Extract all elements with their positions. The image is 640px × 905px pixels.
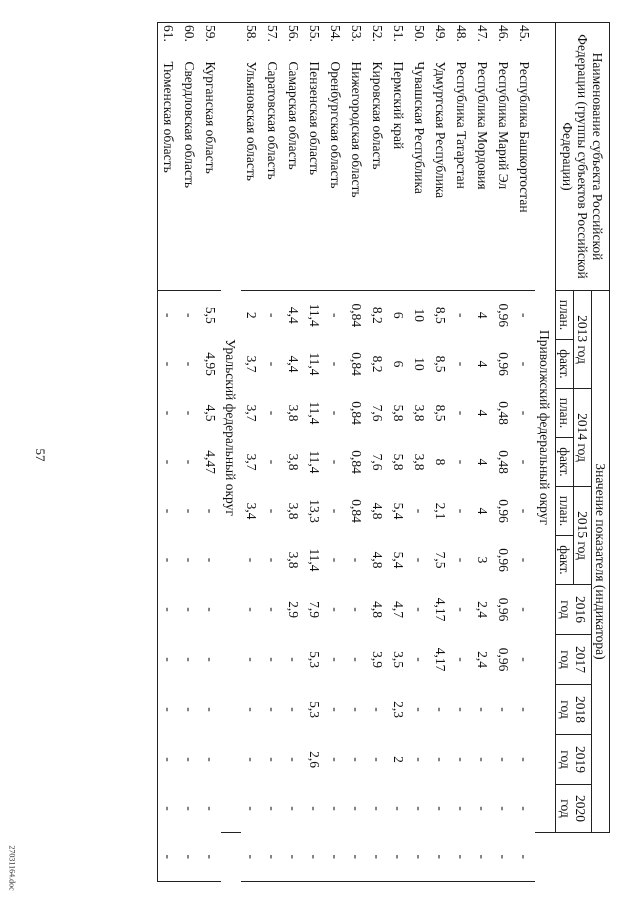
section-row: [535, 23, 556, 882]
value-cell: -: [264, 459, 280, 465]
section-title: Приволжский федеральный округ: [535, 23, 556, 833]
value-cell: -: [453, 410, 469, 416]
value-cell: -: [516, 410, 532, 416]
row-number: 55.: [304, 23, 325, 59]
value-cell: 4,17: [432, 597, 448, 622]
value-cell: -: [264, 508, 280, 514]
value-cell: 4,4: [285, 306, 301, 324]
value-cell: -: [327, 707, 343, 712]
value-cell: -: [243, 557, 259, 563]
value-cell: 2,6: [306, 751, 322, 768]
value-cell: 4,17: [432, 647, 448, 672]
value-cell: -: [283, 833, 304, 882]
value-cell: -: [202, 607, 218, 612]
value-cell: -: [346, 833, 367, 882]
value-cell: 3,5: [390, 651, 406, 668]
value-cell: -: [516, 707, 532, 712]
value-cell: 8,2: [369, 306, 385, 324]
value-cell: -: [243, 657, 259, 662]
value-cell: -: [327, 361, 343, 367]
value-cell: 5,3: [306, 701, 322, 718]
value-cell: 7,6: [369, 453, 385, 471]
value-cell: -: [495, 806, 511, 811]
value-cell: -: [157, 487, 179, 536]
value-cell: 8: [432, 458, 448, 466]
value-cell: 3,7: [243, 404, 259, 422]
value-cell: -: [157, 536, 179, 585]
table-row: [430, 23, 451, 882]
value-cell: -: [388, 833, 409, 882]
value-cell: 10: [411, 357, 427, 371]
value-cell: 0,84: [348, 352, 364, 376]
value-cell: 0,96: [495, 597, 511, 622]
value-cell: -: [327, 557, 343, 563]
year-group-header: 2013 год: [573, 291, 591, 389]
value-cell: -: [495, 707, 511, 712]
value-cell: -: [243, 806, 259, 811]
value-cell: 3,8: [411, 453, 427, 471]
subject-name: Курганская область: [200, 59, 221, 291]
indicator-table-rotated: [30, 22, 610, 882]
value-cell: -: [411, 508, 427, 514]
value-cell: -: [472, 833, 493, 882]
section-title: Уральский федеральный округ: [221, 23, 241, 833]
value-cell: -: [181, 607, 197, 612]
table-row: [388, 23, 409, 882]
value-cell: 13,3: [306, 499, 322, 523]
value-cell: -: [157, 389, 179, 438]
value-cell: -: [369, 707, 385, 712]
value-cell: -: [179, 833, 200, 882]
value-cell: -: [243, 707, 259, 712]
value-cell: -: [327, 657, 343, 662]
value-cell: -: [348, 757, 364, 762]
page-number: 57: [33, 448, 48, 462]
subject-name: Чувашская Республика: [409, 59, 430, 291]
row-number: 45.: [514, 23, 535, 59]
value-cell: -: [348, 557, 364, 563]
value-cell: 2,4: [474, 651, 490, 668]
value-cell: -: [202, 707, 218, 712]
plan-column-header: план.: [555, 487, 573, 536]
subject-name: Саратовская область: [262, 59, 283, 291]
table-row: [514, 23, 535, 882]
value-cell: -: [181, 508, 197, 514]
value-cell: 4: [474, 311, 490, 319]
value-cell: -: [157, 785, 179, 833]
value-cell: 10: [411, 308, 427, 322]
value-cell: 6: [390, 311, 406, 319]
value-cell: -: [474, 707, 490, 712]
value-cell: -: [157, 291, 179, 340]
value-cell: -: [157, 635, 179, 685]
value-cell: -: [325, 833, 346, 882]
value-cell: -: [181, 657, 197, 662]
value-cell: 4,8: [369, 551, 385, 569]
value-cell: -: [327, 607, 343, 612]
value-cell: 8,5: [432, 404, 448, 422]
subject-name: Оренбургская область: [325, 59, 346, 291]
value-cell: 4: [474, 507, 490, 515]
value-cell: -: [264, 707, 280, 712]
row-number: 51.: [388, 23, 409, 59]
value-cell: -: [430, 833, 451, 882]
value-cell: 0,84: [348, 401, 364, 425]
row-number: 48.: [451, 23, 472, 59]
subject-name: Нижегородская область: [346, 59, 367, 291]
value-cell: 3,7: [243, 355, 259, 373]
table-row: [283, 23, 304, 882]
value-cell: 8,5: [432, 355, 448, 373]
value-cell: 4,95: [202, 352, 218, 376]
value-cell: -: [453, 508, 469, 514]
value-cell: -: [516, 459, 532, 465]
value-cell: 3,8: [285, 551, 301, 569]
value-cell: -: [411, 757, 427, 762]
value-cell: -: [264, 557, 280, 563]
value-cell: 11,4: [306, 548, 322, 572]
value-cell: -: [432, 707, 448, 712]
subject-name: Самарская область: [283, 59, 304, 291]
value-cell: 0,96: [495, 352, 511, 376]
table-row: [179, 23, 200, 882]
value-cell: -: [264, 313, 280, 318]
subject-name: Тюменская область: [157, 59, 179, 291]
value-cell: -: [516, 361, 532, 367]
value-cell: -: [264, 757, 280, 762]
value-cell: 4,8: [369, 502, 385, 520]
value-cell: -: [202, 657, 218, 662]
value-cell: -: [411, 806, 427, 811]
value-cell: 5,3: [306, 651, 322, 668]
year-header: 2020 год: [555, 785, 591, 833]
value-cell: -: [202, 806, 218, 811]
value-cell: 5,4: [390, 502, 406, 520]
document-id: 27031164.doc: [7, 845, 17, 891]
value-cell: 4: [474, 409, 490, 417]
value-cell: -: [181, 361, 197, 367]
value-cell: -: [411, 657, 427, 662]
subject-name: Республика Татарстан: [451, 59, 472, 291]
subject-name: Кировская область: [367, 59, 388, 291]
value-cell: -: [181, 459, 197, 465]
value-cell: 2: [243, 311, 259, 319]
year-header: 2016 год: [555, 585, 591, 635]
value-cell: -: [243, 757, 259, 762]
value-cell: 5,8: [390, 404, 406, 422]
value-cell: 3,7: [243, 453, 259, 471]
value-cell: -: [264, 657, 280, 662]
value-cell: -: [157, 438, 179, 487]
value-cell: -: [327, 313, 343, 318]
value-cell: -: [493, 833, 514, 882]
year-header: 2018 год: [555, 685, 591, 735]
value-cell: 0,96: [495, 303, 511, 328]
value-cell: -: [516, 806, 532, 811]
value-cell: -: [369, 806, 385, 811]
value-cell: 6: [390, 360, 406, 368]
value-cell: -: [157, 685, 179, 735]
value-cell: 3,8: [285, 404, 301, 422]
row-number: 60.: [179, 23, 200, 59]
value-cell: -: [367, 833, 388, 882]
value-cell: -: [432, 806, 448, 811]
fact-column-header: факт.: [555, 536, 573, 585]
value-cell: 8,5: [432, 306, 448, 324]
value-cell: -: [181, 707, 197, 712]
table-row: [241, 23, 262, 882]
value-cell: 3,8: [285, 502, 301, 520]
value-cell: -: [411, 557, 427, 563]
value-cell: 3,9: [369, 651, 385, 668]
value-cell: -: [348, 707, 364, 712]
value-cell: -: [348, 607, 364, 612]
value-cell: 11,4: [306, 401, 322, 425]
section-row: [221, 23, 241, 882]
value-cell: -: [369, 757, 385, 762]
value-cell: -: [241, 833, 262, 882]
row-number: 56.: [283, 23, 304, 59]
plan-column-header: план.: [555, 389, 573, 438]
row-number: 47.: [472, 23, 493, 59]
value-cell: 11,4: [306, 450, 322, 474]
row-number: 59.: [200, 23, 221, 59]
value-cell: -: [516, 657, 532, 662]
value-cell: -: [411, 607, 427, 612]
year-header: 2019 год: [555, 735, 591, 785]
table-row: [346, 23, 367, 882]
value-cell: 2,9: [285, 601, 301, 618]
subject-name: Республика Башкортостан: [514, 59, 535, 291]
table-row: [451, 23, 472, 882]
value-cell: -: [264, 806, 280, 811]
value-cell: 4,7: [390, 601, 406, 618]
year-header: 2017 год: [555, 635, 591, 685]
value-cell: -: [474, 806, 490, 811]
table-row: [367, 23, 388, 882]
value-cell: -: [181, 557, 197, 563]
table-row: [409, 23, 430, 882]
value-cell: -: [285, 657, 301, 662]
value-cell: 7,9: [306, 601, 322, 618]
value-cell: 0,96: [495, 548, 511, 572]
row-number: 49.: [430, 23, 451, 59]
value-cell: -: [453, 757, 469, 762]
value-cell: -: [304, 833, 325, 882]
value-cell: -: [516, 508, 532, 514]
value-cell: 0,84: [348, 303, 364, 328]
value-cell: -: [516, 557, 532, 563]
value-cell: -: [453, 607, 469, 612]
value-cell: 5,5: [202, 306, 218, 324]
row-number: 57.: [262, 23, 283, 59]
value-cell: -: [432, 757, 448, 762]
value-cell: -: [514, 833, 535, 882]
value-cell: -: [157, 340, 179, 389]
subject-name: Свердловская область: [179, 59, 200, 291]
value-cell: -: [202, 508, 218, 514]
value-cell: 4,47: [202, 450, 218, 474]
value-cell: -: [516, 607, 532, 612]
value-cell: 2: [390, 756, 406, 763]
row-number: 54.: [325, 23, 346, 59]
value-cell: 7,6: [369, 404, 385, 422]
value-cell: 0,84: [348, 450, 364, 474]
subject-name: Удмуртская Республика: [430, 59, 451, 291]
value-cell: -: [411, 707, 427, 712]
value-cell: 4,4: [285, 355, 301, 373]
value-cell: 8,2: [369, 355, 385, 373]
indicator-header: Значение показателя (индикатора): [591, 291, 609, 833]
value-cell: 0,84: [348, 499, 364, 523]
value-cell: 4,8: [369, 601, 385, 618]
row-number: 53.: [346, 23, 367, 59]
value-cell: -: [327, 410, 343, 416]
value-cell: -: [453, 313, 469, 318]
value-cell: -: [453, 361, 469, 367]
value-cell: 0,48: [495, 450, 511, 474]
value-cell: 3,8: [285, 453, 301, 471]
value-cell: -: [495, 757, 511, 762]
value-cell: -: [516, 757, 532, 762]
subject-name: Республика Марий Эл: [493, 59, 514, 291]
value-cell: 2,3: [390, 701, 406, 718]
value-cell: 2,4: [474, 601, 490, 618]
row-number: 52.: [367, 23, 388, 59]
subject-name: Пермский край: [388, 59, 409, 291]
value-cell: -: [157, 735, 179, 785]
subject-name: Ульяновская область: [241, 59, 262, 291]
value-cell: -: [157, 585, 179, 635]
value-cell: 0,96: [495, 499, 511, 523]
subject-column-header: Наименование субъекта Российской Федерации (группы субъектов Российской Федерации): [555, 23, 609, 291]
value-cell: 7,5: [432, 551, 448, 569]
value-cell: -: [516, 313, 532, 318]
value-cell: -: [390, 806, 406, 811]
value-cell: 11,4: [306, 303, 322, 327]
value-cell: -: [285, 757, 301, 762]
value-cell: -: [157, 833, 179, 882]
value-cell: -: [285, 707, 301, 712]
value-cell: -: [181, 313, 197, 318]
value-cell: -: [243, 607, 259, 612]
value-cell: -: [348, 657, 364, 662]
value-cell: -: [327, 508, 343, 514]
year-group-header: 2015 год: [573, 487, 591, 585]
value-cell: -: [181, 806, 197, 811]
table-row: [472, 23, 493, 882]
value-cell: 3: [474, 556, 490, 564]
value-cell: -: [264, 410, 280, 416]
table-row: [157, 23, 179, 882]
table-row: [493, 23, 514, 882]
table-row: [325, 23, 346, 882]
value-cell: 4,5: [202, 404, 218, 422]
plan-column-header: план.: [555, 291, 573, 340]
value-cell: 4: [474, 458, 490, 466]
value-cell: -: [202, 757, 218, 762]
value-cell: -: [262, 833, 283, 882]
value-cell: -: [200, 833, 221, 882]
value-cell: 5,8: [390, 453, 406, 471]
value-cell: 11,4: [306, 352, 322, 376]
value-cell: -: [453, 657, 469, 662]
value-cell: -: [348, 806, 364, 811]
value-cell: -: [202, 557, 218, 563]
value-cell: -: [181, 757, 197, 762]
value-cell: -: [453, 459, 469, 465]
value-cell: 0,96: [495, 647, 511, 672]
value-cell: -: [453, 806, 469, 811]
value-cell: -: [306, 806, 322, 811]
value-cell: 3,8: [411, 404, 427, 422]
value-cell: -: [264, 361, 280, 367]
value-cell: 2,1: [432, 502, 448, 520]
table-row: [200, 23, 221, 882]
header-row-1: [591, 23, 609, 882]
row-number: 61.: [157, 23, 179, 59]
subject-name: Пензенская область: [304, 59, 325, 291]
fact-column-header: факт.: [555, 438, 573, 487]
value-cell: -: [264, 607, 280, 612]
year-group-header: 2014 год: [573, 389, 591, 487]
row-number: 50.: [409, 23, 430, 59]
table-row: [304, 23, 325, 882]
value-cell: -: [409, 833, 430, 882]
value-cell: -: [327, 806, 343, 811]
value-cell: -: [474, 757, 490, 762]
value-cell: -: [453, 707, 469, 712]
subject-name: Республика Мордовия: [472, 59, 493, 291]
value-cell: -: [451, 833, 472, 882]
value-cell: -: [327, 757, 343, 762]
row-number: 46.: [493, 23, 514, 59]
value-cell: -: [181, 410, 197, 416]
value-cell: 0,48: [495, 401, 511, 425]
value-cell: -: [453, 557, 469, 563]
indicator-table: [157, 22, 610, 882]
value-cell: 4: [474, 360, 490, 368]
value-cell: -: [285, 806, 301, 811]
table-row: [262, 23, 283, 882]
value-cell: 3,4: [243, 502, 259, 520]
value-cell: 5,4: [390, 551, 406, 569]
row-number: 58.: [241, 23, 262, 59]
value-cell: -: [327, 459, 343, 465]
fact-column-header: факт.: [555, 340, 573, 389]
